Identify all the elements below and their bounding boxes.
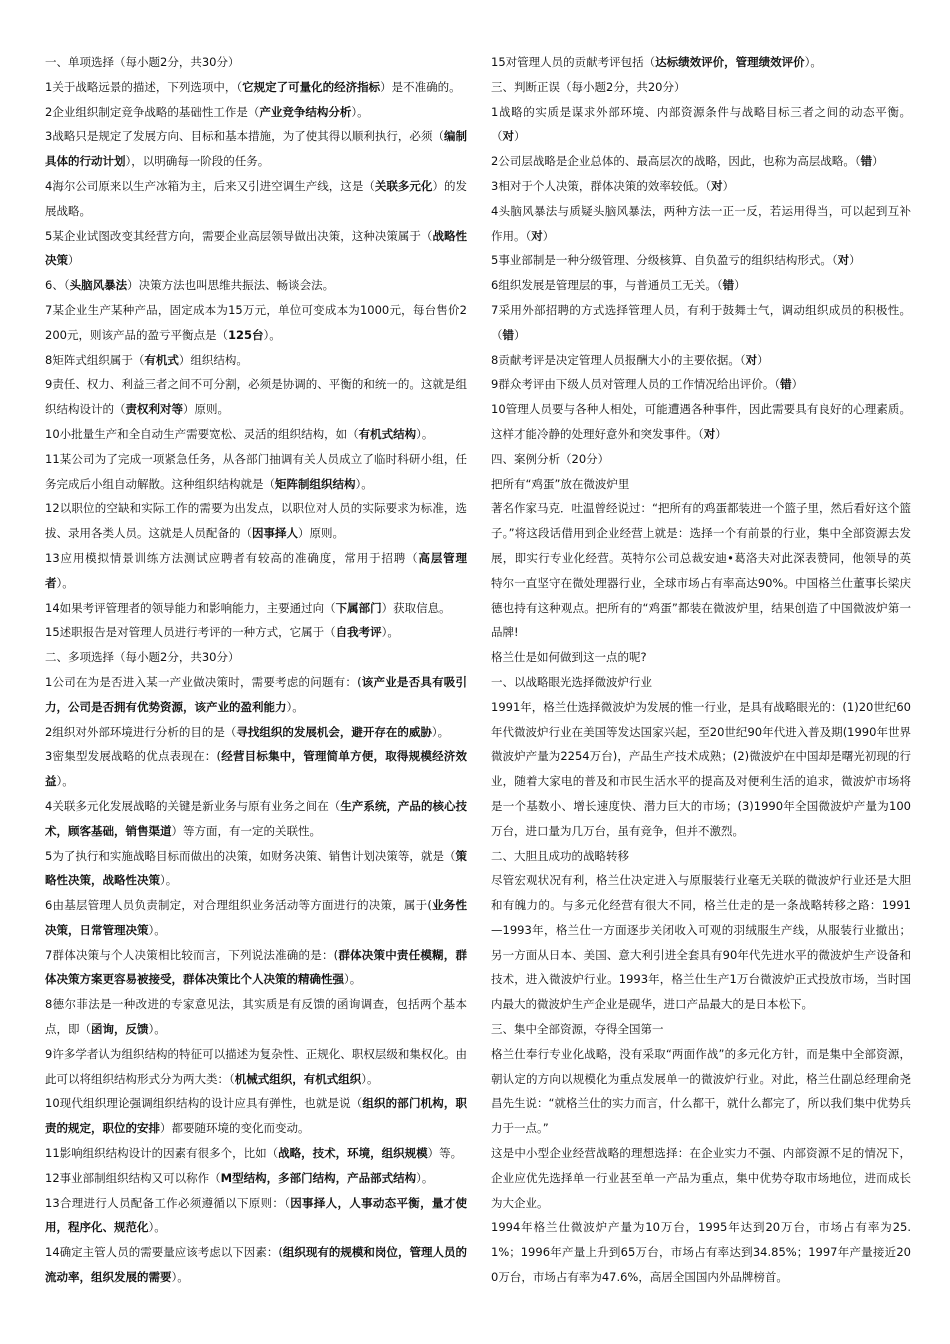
paragraph-text: 格兰仕是如何做到这一点的呢? [491,650,647,665]
answer-text: 有机式 [144,352,179,367]
right-paragraph [491,472,911,497]
answer-text: 因事择人 [252,526,298,541]
right-paragraph [491,397,911,447]
left-paragraph [45,372,467,422]
left-paragraph [45,496,467,546]
answer-text: 对 [837,253,850,268]
paragraph-text-after: ）等。 [427,1146,463,1161]
right-paragraph [491,75,911,100]
paragraph-text: 15对管理人员的贡献考评包括（ [491,55,656,69]
paragraph-text-after: ） [715,426,727,441]
right-paragraph [491,372,911,397]
answer-text: 产业竞争结构分析 [259,104,352,119]
paragraph-text: 5为了执行和实施战略目标而做出的决策，如财务决策、销售计划决策等，就是（ [45,848,456,863]
left-paragraph [45,645,467,670]
paragraph-text-after: ）决策方法也叫思维共振法、畅谈会法。 [127,278,335,293]
paragraph-text: 10小批量生产和全自动生产需要宽松、灵活的组织结构，如（ [45,426,359,441]
paragraph-text-after: ）。 [804,55,822,69]
paragraph-text-after: ）。 [56,575,74,590]
answer-text: 组织的部门机构，职责的规定，职位的安排 [45,1096,468,1136]
paragraph-text-after: ）。 [263,327,281,342]
paragraph-text-after: ）。 [351,104,369,119]
answer-text: 125台 [227,327,264,342]
paragraph-text-after: ） [849,253,861,268]
answer-text: 自我考评 [335,625,382,640]
right-paragraph [491,248,911,273]
paragraph-text: 1战略的实质是谋求外部环境、内部资源条件与战略目标三者之间的动态平衡。（ [491,104,911,144]
paragraph-text: 9许多学者认为组织结构的特征可以描述为复杂性、正规化、职权层级和集权化。由此可以将组织结构形式分为两大类：（ [45,1046,467,1086]
paragraph-text-after: ）。 [148,1022,166,1037]
answer-text: 组织现有的规模和岗位，管理人员的流动率，组织发展的需要 [45,1245,467,1285]
paragraph-text: 3相对于个人决策，群体决策的效率较低。（ [491,178,712,193]
paragraph-text-after: ）。 [361,1071,379,1086]
answer-text: 群体决策中责任模糊，群体决策方案更容易被接受，群体决策比个人决策的精确性强 [45,947,467,987]
right-paragraph [491,447,911,472]
answer-text: 对 [502,129,514,144]
paragraph-text: 1991年，格兰仕选择微波炉为发展的惟一行业，是具有战略眼光的：(1)20世纪60年代微波炉行业在美国等发达国家兴起，至20世纪90年代进入普及期(1990年世界微波炉产量为2254万台)，产品生产技术成熟；(2)微波炉在中国却是曙光初现的行业，随着大家电的普及和市民生活水平的提高及对便利生活的追求，微波炉市场将是一个基数小、增长速度快、潜力巨大的市场；(3)1990年全国微波炉产量为100万台，进口量为几万台，虽有竞争，但并不激烈。 [491,699,911,838]
paragraph-text: 9群众考评由下级人员对管理人员的工作情况给出评价。（ [491,377,781,392]
paragraph-text: 4关联多元化发展战略的关键是新业务与原有业务之间在（ [45,798,341,813]
answer-text: 对 [703,426,716,441]
paragraph-text: 7某企业生产某种产品，固定成本为15万元，单位可变成本为1000元，每台售价2200元，则该产品的盈亏平衡点是（ [45,302,467,342]
paragraph-text: 把所有“鸡蛋”放在微波炉里 [491,476,630,491]
paragraph-text: 7群体决策与个人决策相比较而言，下列说法准确的是：( [45,947,339,962]
right-paragraph [491,298,911,348]
paragraph-text: 6组织发展是管理层的事，与普通员工无关。（ [491,278,723,293]
paragraph-text-after: ）。 [416,1170,434,1185]
paragraph-text-after: ）。 [416,426,434,441]
answer-text: 达标绩效评价，管理绩效评价 [655,55,805,69]
paragraph-text: 10管理人员要与各种人相处，可能遭遇各种事件，因此需要具有良好的心理素质。这样才能冷静的处理好意外和突发事件。（ [491,402,911,441]
left-paragraph [45,174,467,224]
paragraph-text-after: ）。 [160,873,178,888]
paragraph-text: 尽管宏观状况有利，格兰仕决定进入与原服装行业毫无关联的微波炉行业还是大胆和有魄力的。与多元化经营有很大不同，格兰仕走的是一条战略转移之路：1991—1993年，格兰仕一方面逐步关闭收入可观的羽绒服生产线，从服装行业撤出；另一方面从日本、美国、意大利引进全套具有90年代先进水平的微波炉生产设备和技术，进入微波炉行业。1993年，格兰仕生产1万台微波炉正式投放市场，当时国内最大的微波炉生产企业是砚华，进口产品最大的是日本松下。 [491,873,911,1012]
left-paragraph [45,1042,467,1092]
paragraph-text-after: ）。 [344,972,362,987]
paragraph-text-after: ）获取信息。 [381,600,451,615]
paragraph-text: 6、（ [45,278,70,293]
left-paragraph [45,620,467,645]
paragraph-text-after: ）。 [286,699,304,714]
paragraph-text: 4海尔公司原来以生产冰箱为主，后来又引进空调生产线，这是（ [45,178,375,193]
left-column [45,50,467,1290]
answer-text: 对 [531,228,543,243]
paragraph-text: 6由基层管理人员负责制定，对合理组织业务活动等方面进行的决策，属于( [45,898,432,913]
answer-text: 对 [745,352,758,367]
right-paragraph [491,1141,911,1215]
paragraph-text: 9责任、权力、利益三者之间不可分割，必须是协调的、平衡的和统一的。这就是组织结构设计的（ [45,377,467,417]
answer-text: 策略性决策，战略性决策 [45,848,467,888]
answer-text: 责权利对等 [125,402,183,417]
right-paragraph [491,273,911,298]
right-paragraph [491,844,911,869]
left-paragraph [45,893,467,943]
answer-text: 函询，反馈 [91,1022,149,1037]
paragraph-text: 2组织对外部环境进行分析的目的是（ [45,724,237,739]
paragraph-text-after: ）。 [171,1270,189,1285]
paragraph-text-after: ） [542,228,555,243]
answer-text: 错 [502,327,514,342]
paragraph-text-after: ） [757,352,769,367]
paragraph-text: 5事业部制是一种分级管理、分级核算、自负盈亏的组织结构形式。（ [491,253,838,268]
left-paragraph [45,447,467,497]
paragraph-text: 2公司层战略是企业总体的、最高层次的战略，因此，也称为高层战略。（ [491,154,861,169]
left-paragraph [45,224,467,274]
paragraph-text: 13应用模拟情景训练方法测试应聘者有较高的准确度，常用于招聘（ [45,550,419,565]
left-paragraph [45,273,467,298]
paragraph-text-after: ）。 [148,922,166,937]
paragraph-text: 12以职位的空缺和实际工作的需要为出发点，以职位对人员的实际要求为标准，选拔、录用各类人员。这就是人员配备的（ [45,501,467,541]
answer-text: 战略，技术，环境，组织规模 [278,1146,428,1161]
paragraph-text: 13合理进行人员配备工作必须遵循以下原则：（ [45,1195,291,1210]
paragraph-text: 7采用外部招聘的方式选择管理人员，有利于鼓舞士气，调动组织成员的积极性。（ [491,302,911,342]
answer-text: 关联多元化 [374,178,433,193]
right-paragraph [491,149,911,174]
answer-text: 战略性决策 [45,228,467,268]
paragraph-text: 8贡献考评是决定管理人员报酬大小的主要依据。（ [491,352,746,367]
left-paragraph [45,992,467,1042]
right-paragraph [491,670,911,695]
paragraph-text-after: ） [734,278,746,293]
paragraph-text: 8德尔菲法是一种改进的专家意见法，其实质是有反馈的函询调查，包括两个基本点，即（ [45,997,467,1037]
paragraph-text-after: ） [514,129,526,144]
paragraph-text: 1公司在为是否进入某一产业做决策时，需要考虑的问题有：( [45,674,362,689]
left-paragraph [45,546,467,596]
paragraph-text-after: ）。 [56,774,74,789]
paragraph-text-after: ） [514,327,526,342]
answer-text: 编制具体的行动计划 [45,129,468,169]
answer-text: 错 [860,154,873,169]
right-paragraph [491,1215,911,1289]
left-paragraph [45,670,467,720]
left-paragraph [45,596,467,621]
paragraph-text-after: ）等方面，有一定的关联性。 [171,823,321,838]
left-paragraph [45,720,467,745]
left-paragraph [45,1191,467,1241]
left-paragraph [45,794,467,844]
left-paragraph [45,75,467,100]
paragraph-text-after: ）原则。 [183,402,229,417]
paragraph-text: 二、大胆且成功的战略转移 [491,848,629,863]
paragraph-text: 四、案例分析（20分） [491,451,610,466]
left-paragraph [45,422,467,447]
paragraph-text: 二、多项选择（每小题2分，共30分） [45,650,240,665]
paragraph-text: 这是中小型企业经营战略的理想选择：在企业实力不强、内部资源不足的情况下，企业应优先选择单一行业甚至单一产品为重点，集中优势夺取市场地位，进而成长为大企业。 [491,1146,911,1210]
answer-text: 机械式组织，有机式组织 [234,1071,362,1086]
right-paragraph [491,100,911,150]
right-paragraph [491,174,911,199]
right-paragraph [491,868,911,1017]
paragraph-text-after: ）。 [148,1220,166,1235]
answer-text: 错 [722,278,735,293]
paragraph-text: 14如果考评管理者的领导能力和影响能力，主要通过向（ [45,600,336,615]
answer-text: 因事择人，人事动态平衡，量才使用，程序化、规范化 [45,1195,467,1235]
paragraph-text-after: ） [68,253,80,268]
paragraph-text: 12事业部制组织结构又可以称作（ [45,1170,221,1185]
paragraph-text-after: ）。 [355,476,373,491]
right-paragraph [491,695,911,844]
answer-text: M型结构，多部门结构，产品部式结构 [220,1170,417,1185]
paragraph-text-after: ） [722,178,735,193]
answer-text: 寻找组织的发展机会，避开存在的威胁 [236,724,432,739]
paragraph-text: 一、以战略眼光选择微波炉行业 [491,674,652,689]
right-paragraph [491,496,911,645]
paragraph-text-after: ）原则。 [298,526,344,541]
left-paragraph [45,744,467,794]
left-paragraph [45,1141,467,1166]
paragraph-text-after: ）。 [381,625,399,640]
paragraph-text-after: ）的发展战略。 [45,178,467,218]
paragraph-text: 1994年格兰仕微波炉产量为10万台，1995年达到20万台，市场占有率为25.1%；1996年产量上升到65万台，市场占有率达到34.85%；1997年产量接近200万台，市场占有率为47.6%，高居全国国内外品牌榜首。 [491,1220,911,1285]
paragraph-text-after: ） [872,154,884,169]
left-paragraph [45,1091,467,1141]
right-paragraph [491,1042,911,1141]
paragraph-text: 三、集中全部资源，夺得全国第一 [491,1022,664,1037]
paragraph-text: 14确定主管人员的需要量应该考虑以下因素：( [45,1245,283,1260]
paragraph-text-after: ），以明确每一阶段的任务。 [125,154,270,169]
paragraph-text-after: ）组织结构。 [178,352,248,367]
paragraph-text-after: ）是不准确的。 [380,79,461,94]
answer-text: 下属部门 [335,600,382,615]
paragraph-text: 5某企业试图改变其经营方向，需要企业高层领导做出决策，这种决策属于（ [45,228,433,243]
left-paragraph [45,1240,467,1290]
paragraph-text: 10现代组织理论强调组织结构的设计应具有弹性，也就是说（ [45,1096,363,1111]
paragraph-text: 11某公司为了完成一项紧急任务，从各部门抽调有关人员成立了临时科研小组，任务完成后小组自动解散。这种组织结构就是（ [45,451,467,491]
left-paragraph [45,298,467,348]
left-paragraph [45,50,467,75]
right-paragraph [491,199,911,249]
answer-text: 它规定了可量化的经济指标 [242,79,381,94]
left-paragraph [45,124,467,174]
paragraph-text: 3密集型发展战略的优点表现在：( [45,749,222,764]
answer-text: 业务性决策，日常管理决策 [45,898,467,937]
right-column [491,50,911,1290]
paragraph-text: 一、单项选择（每小题2分，共30分） [45,55,240,69]
paragraph-text: 15述职报告是对管理人员进行考评的一种方式，它属于（ [45,625,336,640]
paragraph-text: 4头脑风暴法与质疑头脑风暴法，两种方法一正一反，若运用得当，可以起到互补作用。（ [491,203,911,243]
paragraph-text: 3战略只是规定了发展方向、目标和基本措施，为了使其得以顺利执行，必须（ [45,129,444,144]
paragraph-text: 8矩阵式组织属于（ [45,352,145,367]
paragraph-text: 1关于战略远景的描述，下列选项中，（ [45,79,243,94]
paragraph-text: 格兰仕奉行专业化战略，没有采取“两面作战”的多元化方针，而是集中全部资源，朝认定的方向以规模化为重点发展单一的微波炉行业。对此，格兰仕副总经理俞尧昌先生说：“就格兰仕的实力而言，什么都干，就什么都完了，所以我们集中优势兵力于一点。” [491,1046,911,1136]
answer-text: 生产系统，产品的核心技术，顾客基础，销售渠道 [45,798,467,838]
answer-text: 高层管理者 [45,550,468,590]
answer-text: 对 [711,178,723,193]
answer-text: 头脑风暴法 [69,278,128,293]
left-paragraph [45,943,467,993]
answer-text: 经营目标集中，管理简单方便，取得规模经济效益 [45,749,467,789]
answer-text: 错 [780,377,792,392]
right-paragraph [491,348,911,373]
paragraph-text-after: ） [791,377,804,392]
paragraph-text: 三、判断正误（每小题2分，共20分） [491,79,686,94]
left-paragraph [45,348,467,373]
answer-text: 矩阵制组织结构 [275,476,356,491]
paragraph-text: 著名作家马克．吐温曾经说过：“把所有的鸡蛋都装进一个篮子里，然后看好这个篮子。”将这段话借用到企业经营上就是：选择一个有前景的行业，集中全部资源去发展，即实行专业化经营。英特尔公司总裁安迪•葛洛夫对此深表赞同，他领导的英特尔一直坚守在微处理器行业，全球市场占有率高达90%。中国格兰仕董事长梁庆德也持有这种观点。把所有的“鸡蛋”都装在微波炉里，结果创造了中国微波炉第一品牌! [491,501,911,640]
paragraph-text: 2企业组织制定竞争战略的基础性工作是（ [45,104,260,119]
left-paragraph [45,844,467,894]
answer-text: 有机式结构 [358,426,417,441]
paragraph-text: 11影响组织结构设计的因素有很多个，比如（ [45,1146,279,1161]
right-paragraph [491,1017,911,1042]
right-paragraph [491,645,911,670]
left-paragraph [45,1166,467,1191]
paragraph-text-after: ）都要随环境的变化而变动。 [160,1121,310,1136]
right-paragraph [491,50,911,75]
answer-text: 该产业是否具有吸引力，公司是否拥有优势资源，该产业的盈利能力 [45,674,467,714]
paragraph-text-after: ）。 [431,724,450,739]
left-paragraph [45,100,467,125]
